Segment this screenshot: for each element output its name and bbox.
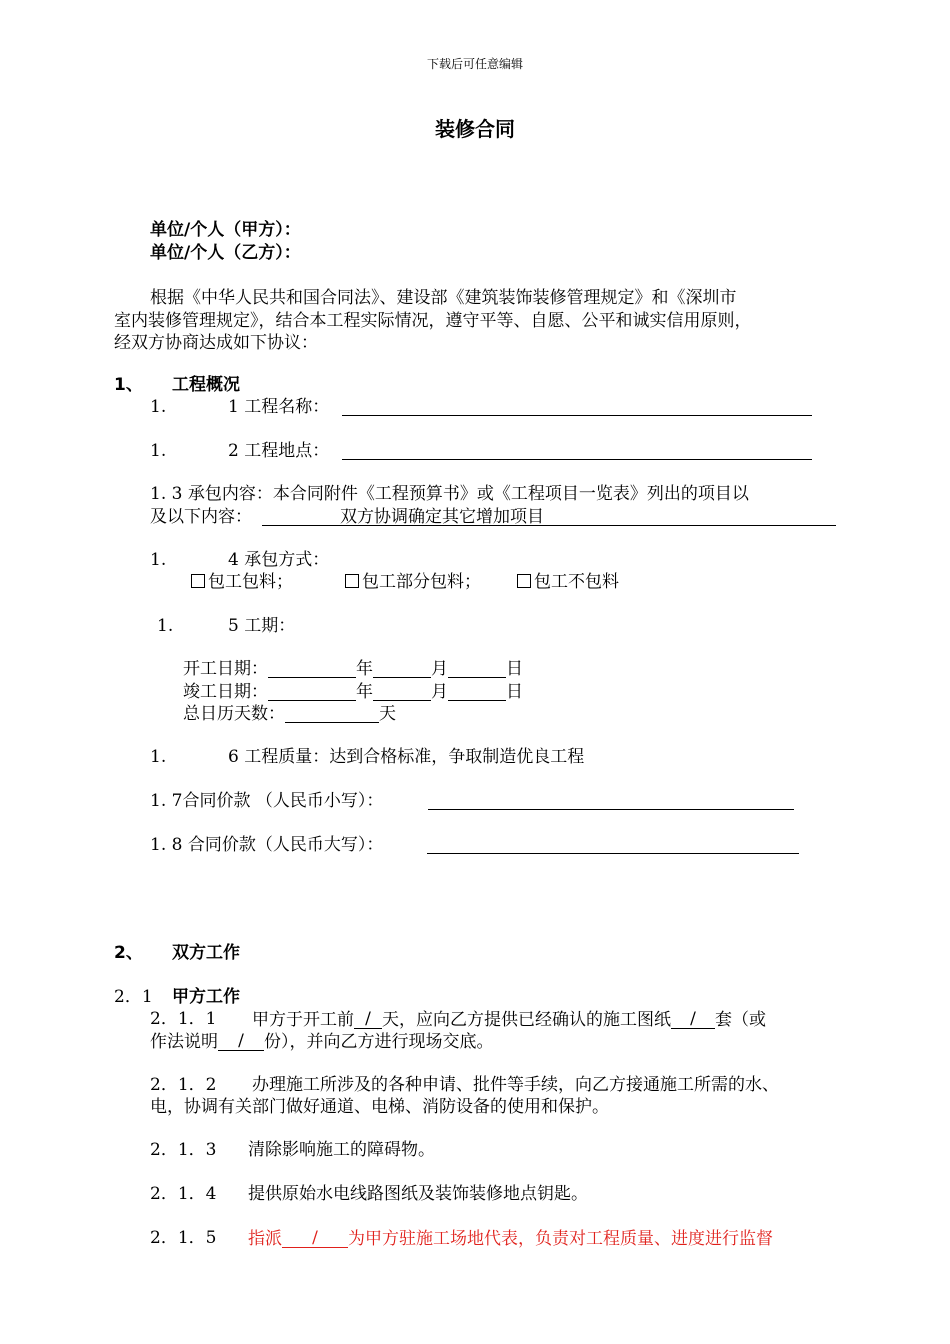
option-label: 包工包料； (208, 572, 293, 592)
item-1-3-line-2-label: 及以下内容： (150, 507, 252, 527)
section-1-title: 工程概况 (172, 375, 240, 395)
total-days-label: 总日历天数： (183, 704, 285, 724)
item-2-1-1-line-1 (252, 1011, 766, 1029)
days-before-blank[interactable]: / (354, 1011, 382, 1029)
item-2-1-2-number: 2．1．2 (150, 1075, 217, 1095)
start-day-blank[interactable] (448, 660, 506, 678)
header-note: 下载后可任意编辑 (426, 57, 523, 71)
item-1-1-label: 1 工程名称： (228, 397, 330, 417)
text-part: 为甲方驻施工场地代表，负责对工程质量、进度进行监督 (348, 1229, 773, 1249)
intro-line-1: 根据《中华人民共和国合同法》、建设部《建筑装饰装修管理规定》和《深圳市 (150, 288, 737, 308)
item-2-1-5-number: 2．1．5 (150, 1228, 217, 1248)
item-1-5-label: 5 工期： (228, 616, 296, 636)
subsection-2-1-number: 2．1 (114, 987, 153, 1007)
day-unit: 日 (506, 659, 523, 679)
contract-scope-value: 双方协调确定其它增加项目 (340, 507, 544, 527)
option-labor-and-materials[interactable] (191, 574, 293, 591)
section-2-number: 2、 (114, 943, 143, 963)
item-1-1-number: 1. (150, 397, 167, 417)
price-words-blank[interactable] (427, 853, 799, 854)
item-2-1-3-number: 2．1．3 (150, 1140, 217, 1160)
start-date-row (183, 660, 523, 678)
text-part: 指派 (248, 1229, 282, 1249)
end-month-blank[interactable] (373, 683, 431, 701)
text-part: 份），并向乙方进行现场交底。 (264, 1032, 494, 1052)
item-2-1-2-line-2: 电，协调有关部门做好通道、电梯、消防设备的使用和保护。 (150, 1097, 609, 1117)
item-1-8-label: 1. 8 合同价款（人民币大写）： (150, 835, 384, 855)
checkbox-icon[interactable] (345, 574, 359, 588)
end-date-label: 竣工日期： (183, 682, 268, 702)
item-1-3-line-1: 1. 3 承包内容：本合同附件《工程预算书》或《工程项目一览表》列出的项目以 (150, 484, 749, 504)
item-2-1-5-text (248, 1230, 773, 1248)
start-date-label: 开工日期： (183, 659, 268, 679)
year-unit: 年 (356, 659, 373, 679)
item-2-1-1-line-2 (150, 1033, 494, 1051)
month-unit: 月 (431, 659, 448, 679)
item-2-1-3-text: 清除影响施工的障碍物。 (248, 1140, 435, 1160)
item-2-1-1-number: 2．1．1 (150, 1009, 217, 1029)
item-1-7-label: 1. 7合同价款 （人民币小写）： (150, 791, 384, 811)
text-part: 甲方于开工前 (252, 1010, 354, 1030)
start-year-blank[interactable] (268, 660, 356, 678)
project-location-blank[interactable] (342, 459, 812, 460)
party-a-label: 单位/个人（甲方）： (150, 220, 301, 240)
section-1-number: 1、 (114, 375, 143, 395)
text-part: 作法说明 (150, 1032, 218, 1052)
day-unit: 日 (506, 682, 523, 702)
year-unit: 年 (356, 682, 373, 702)
item-1-5-number: 1. (157, 616, 174, 636)
text-part: 天，应向乙方提供已经确认的施工图纸 (382, 1010, 671, 1030)
subsection-2-1-title: 甲方工作 (172, 987, 240, 1007)
item-2-1-4-text: 提供原始水电线路图纸及装饰装修地点钥匙。 (248, 1184, 588, 1204)
page-title: 装修合同 (435, 117, 515, 141)
item-1-4-label: 4 承包方式： (228, 550, 330, 570)
option-labor-only[interactable] (517, 574, 619, 591)
end-day-blank[interactable] (448, 683, 506, 701)
option-label: 包工部分包料； (362, 572, 481, 592)
option-labor-partial-materials[interactable] (345, 574, 481, 591)
intro-line-3: 经双方协商达成如下协议： (114, 333, 318, 353)
item-2-1-4-number: 2．1．4 (150, 1184, 217, 1204)
price-figures-blank[interactable] (428, 809, 794, 810)
item-1-2-number: 1. (150, 441, 167, 461)
item-1-2-label: 2 工程地点： (228, 441, 330, 461)
days-unit: 天 (379, 704, 396, 724)
item-1-6-number: 1. (150, 747, 167, 767)
intro-line-2: 室内装修管理规定》，结合本工程实际情况，遵守平等、自愿、公平和诚实信用原则， (114, 311, 752, 331)
item-1-4-number: 1. (150, 550, 167, 570)
end-year-blank[interactable] (268, 683, 356, 701)
end-date-row (183, 683, 523, 701)
option-label: 包工不包料 (534, 572, 619, 592)
start-month-blank[interactable] (373, 660, 431, 678)
item-2-1-2-line-1: 办理施工所涉及的各种申请、批件等手续，向乙方接通施工所需的水、 (252, 1075, 779, 1095)
section-2-title: 双方工作 (172, 943, 240, 963)
method-copies-blank[interactable]: / (218, 1033, 264, 1051)
project-name-blank[interactable] (342, 415, 812, 416)
party-b-label: 单位/个人（乙方）： (150, 243, 301, 263)
total-days-blank[interactable] (285, 705, 379, 723)
checkbox-icon[interactable] (517, 574, 531, 588)
item-1-6-text: 6 工程质量：达到合格标准，争取制造优良工程 (228, 747, 585, 767)
month-unit: 月 (431, 682, 448, 702)
site-representative-blank[interactable]: / (282, 1230, 348, 1248)
drawing-sets-blank[interactable]: / (671, 1011, 715, 1029)
checkbox-icon[interactable] (191, 574, 205, 588)
total-days-row (183, 705, 396, 723)
text-part: 套（或 (715, 1010, 766, 1030)
